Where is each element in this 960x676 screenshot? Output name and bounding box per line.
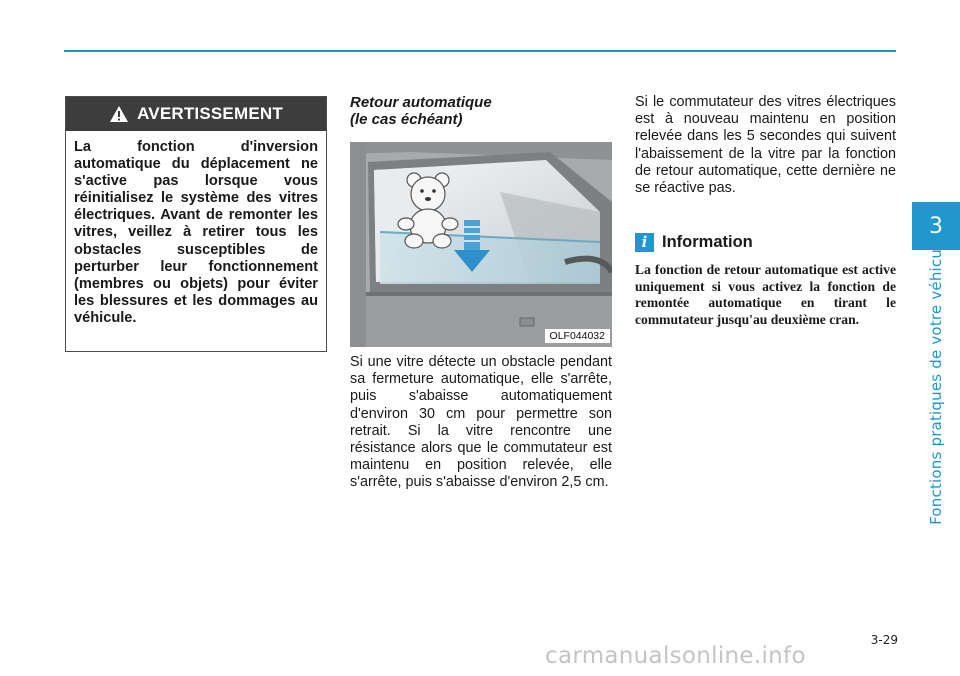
section-title-line2: (le cas échéant) bbox=[350, 111, 463, 128]
information-title: Information bbox=[662, 233, 753, 251]
watermark: carmanualsonline.info bbox=[545, 643, 806, 669]
warning-heading: AVERTISSEMENT bbox=[137, 104, 283, 123]
warning-header bbox=[66, 97, 326, 131]
window-illustration bbox=[350, 142, 612, 347]
section-body: Si une vitre détecte un obstacle pendant sa fermeture automatique, elle s'arrête, puis s'abaisse automatiquement d'environ 30 cm pour permettre son retrait. Si la vitre rencontre une résistance alors que le commutateur est maintenu en position relevée, elle s'arrête, puis s'abaisse d'environ 2,5 cm. bbox=[350, 354, 612, 491]
chapter-title: Fonctions pratiques de votre véhicule bbox=[927, 235, 945, 525]
warning-triangle-icon bbox=[109, 105, 129, 123]
section-title-line1: Retour automatique bbox=[350, 94, 492, 111]
info-icon: i bbox=[635, 233, 654, 252]
top-rule bbox=[64, 50, 896, 52]
figure-code: OLF044032 bbox=[545, 329, 610, 343]
information-text: La fonction de retour automatique est active uniquement si vous activez la fonction de remontée automatique en tirant le commutateur jusqu'au deuxième cran. bbox=[635, 262, 896, 327]
warning-box bbox=[65, 96, 327, 352]
chapter-number-tab: 3 bbox=[912, 202, 960, 250]
warning-text: La fonction d'inversion automatique du déplacement ne s'active pas lorsque vous réinitialisez le système des vitres électriques. Avant de remonter les vitres, veillez à retirer tous les obstacles susceptibles de perturber leur fonctionnement (membres ou objets) pour éviter les blessures et les dommages au véhicule. bbox=[74, 139, 318, 326]
page-number: 3-29 bbox=[870, 633, 898, 647]
right-body-text: Si le commutateur des vitres électriques est à nouveau maintenu en position relevée dans les 5 secondes qui suivent l'abaissement de la vitre par la fonction de retour automatique, cette dernière ne se réactive pas. bbox=[635, 94, 896, 197]
information-header bbox=[635, 233, 753, 252]
car-window-drawing bbox=[350, 142, 612, 347]
section-title bbox=[350, 94, 612, 128]
